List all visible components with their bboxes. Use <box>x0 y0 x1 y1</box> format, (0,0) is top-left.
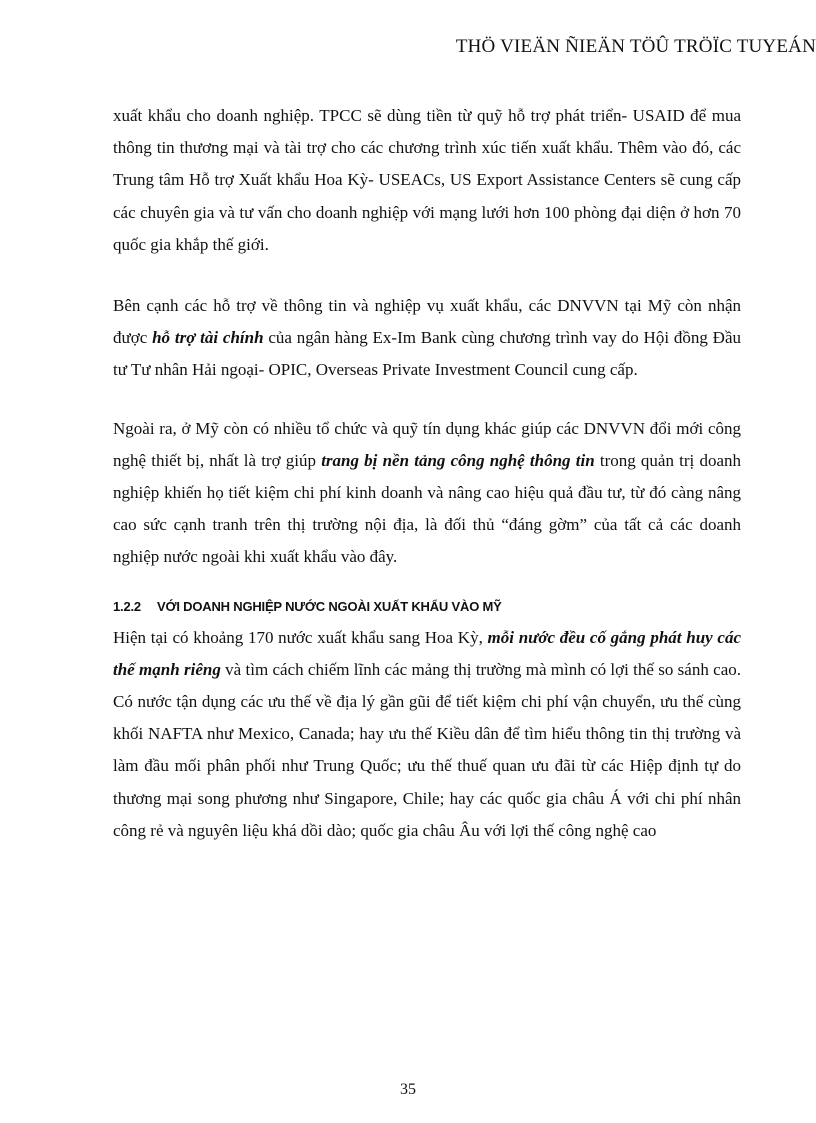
emphasis-text: hỗ trợ tài chính <box>152 328 264 348</box>
paragraph-text: Bên cạnh các hỗ trợ về thông tin và nghiệp vụ xuất khẩu, các DNVVN tại Mỹ còn nhận được <box>113 296 741 348</box>
emphasis-text: mỗi nước đều cố gắng phát huy các thế mạnh riêng <box>113 627 741 679</box>
section-title: VỚI DOANH NGHIỆP NƯỚC NGOÀI XUẤT KHẨU VÀO MỸ <box>157 598 502 614</box>
paragraph-text: và tìm cách chiếm lĩnh các mảng thị trường mà mình có lợi thế so sánh cao. Có nước tận dụng các ưu thế về địa lý gần gũi để tiết kiệm chi phí vận chuyển, ưu thế cùng khối NAFTA như Mexico, Canada; hay ưu thế Kiều dân để tìm hiểu thông tin thị trường và làm đầu mối phân phối như Trung Quốc; ưu thế thuế quan ưu đãi từ các Hiệp định tự do thương mại song phương như Singapore, Chile; hay các quốc gia châu Á với chi phí nhân công rẻ và nguyên liệu khá dồi dào; quốc gia châu Âu với lợi thế công nghệ cao <box>113 659 741 840</box>
emphasis-text: trang bị nền tảng công nghệ thông tin <box>321 450 595 470</box>
running-header: THÖ VIEÄN ÑIEÄN TÖÛ TRÖÏC TUYEÁN <box>455 36 816 57</box>
section-heading <box>113 598 741 616</box>
paragraph-text: Hiện tại có khoảng 170 nước xuất khẩu sang Hoa Kỳ, <box>113 627 488 647</box>
paragraph-text: Ngoài ra, ở Mỹ còn có nhiều tổ chức và quỹ tín dụng khác giúp các DNVVN đổi mới công nghệ thiết bị, nhất là trợ giúp <box>113 418 741 470</box>
paragraph-technology-support <box>113 413 741 574</box>
paragraph-export-support: xuất khẩu cho doanh nghiệp. TPCC sẽ dùng tiền từ quỹ hỗ trợ phát triển- USAID để mua thông tin thương mại và tài trợ cho các chương trình xúc tiến xuất khẩu. Thêm vào đó, các Trung tâm Hỗ trợ Xuất khẩu Hoa Kỳ- USEACs, US Export Assistance Centers sẽ cung cấp các chuyên gia và tư vấn cho doanh nghiệp với mạng lưới hơn 100 phòng đại diện ở hơn 70 quốc gia khắp thế giới. <box>113 106 741 254</box>
page-number: 35 <box>400 1081 416 1098</box>
paragraph-foreign-exporters <box>113 622 741 847</box>
page-body <box>113 100 741 847</box>
section-number: 1.2.2 <box>113 598 141 614</box>
paragraph-text: trong quản trị doanh nghiệp khiến họ tiết kiệm chi phí kinh doanh và nâng cao hiệu quả đầu tư, từ đó càng nâng cao sức cạnh tranh trên thị trường nội địa, là đối thủ “đáng gờm” của tất cả các doanh nghiệp nước ngoài khi xuất khẩu vào đây. <box>113 450 741 567</box>
paragraph-text: của ngân hàng Ex-Im Bank cùng chương trình vay do Hội đồng Đầu tư Tư nhân Hải ngoại- OPIC, Overseas Private Investment Council cung cấp. <box>113 328 742 380</box>
paragraph-financial-support <box>113 290 741 387</box>
